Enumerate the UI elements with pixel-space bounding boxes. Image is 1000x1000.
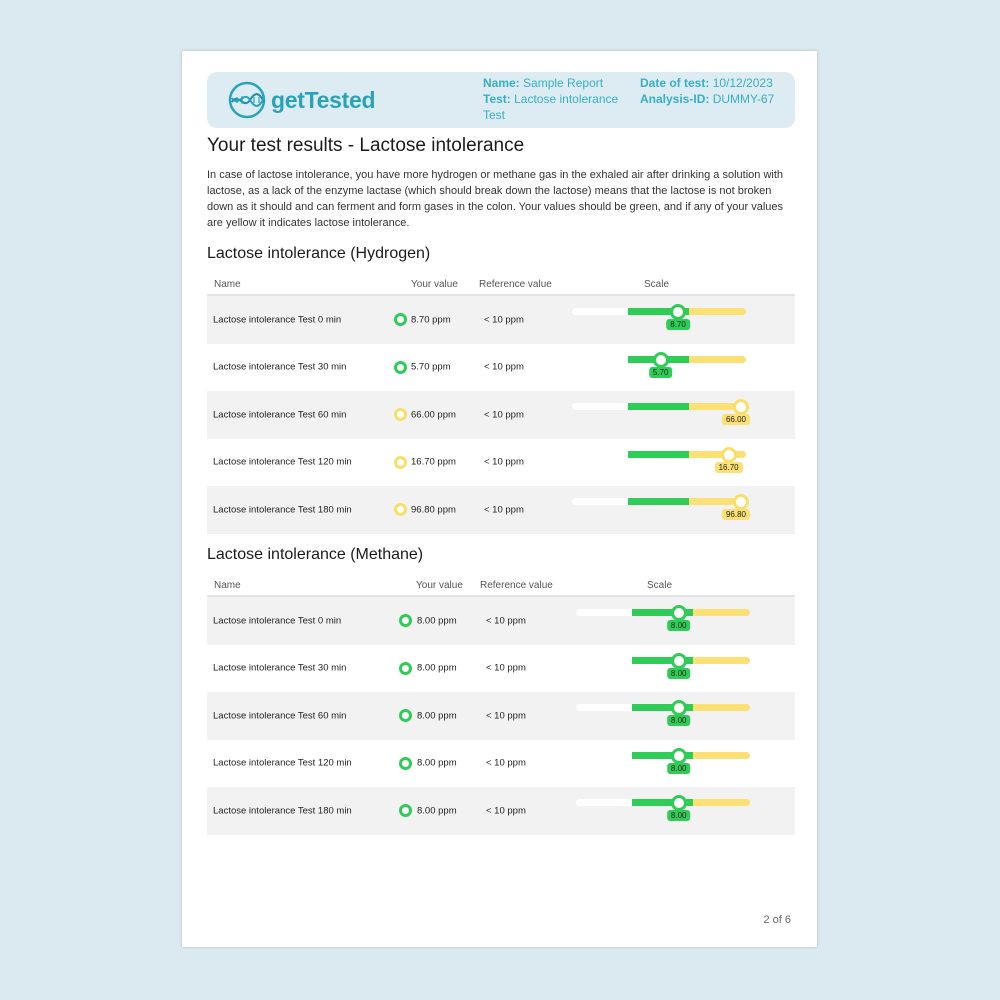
reference-value: < 10 ppm <box>484 409 524 421</box>
analysis-label: Analysis-ID: <box>640 92 710 106</box>
scale-value-tag: 8.00 <box>667 620 691 631</box>
scale-high-segment <box>689 451 746 458</box>
reference-value: < 10 ppm <box>484 504 524 516</box>
result-scale <box>572 346 746 390</box>
status-dot-icon <box>399 614 412 627</box>
scale-low-segment <box>576 799 632 806</box>
col-reference: Reference value <box>479 279 552 290</box>
test-name: Lactose intolerance Test 60 min <box>213 409 347 421</box>
analysis-value: DUMMY-67 <box>712 92 775 106</box>
name-value: Sample Report <box>523 76 604 90</box>
test-name: Lactose intolerance Test 120 min <box>213 456 352 468</box>
your-value: 16.70 ppm <box>411 456 456 468</box>
result-scale <box>572 298 746 342</box>
your-value: 96.80 ppm <box>411 504 456 516</box>
scale-high-segment <box>689 356 746 363</box>
test-name: Lactose intolerance Test 0 min <box>213 615 342 627</box>
col-scale: Scale <box>644 279 670 290</box>
table-row <box>207 486 795 534</box>
your-value: 8.00 ppm <box>417 615 457 627</box>
reference-value: < 10 ppm <box>484 456 524 468</box>
scale-value-tag: 8.00 <box>667 763 691 774</box>
your-value: 8.00 ppm <box>417 757 457 769</box>
scale-low-segment <box>576 704 632 711</box>
test-name: Lactose intolerance Test 60 min <box>213 710 347 722</box>
result-scale <box>576 789 750 833</box>
status-dot-icon <box>399 804 412 817</box>
scale-low-segment <box>572 498 628 505</box>
col-name: Name <box>214 580 241 591</box>
scale-high-segment <box>693 799 750 806</box>
gettested-logo <box>227 78 375 122</box>
your-value: 8.70 ppm <box>411 314 451 326</box>
test-info <box>640 75 790 107</box>
result-scale <box>576 742 750 786</box>
test-name: Lactose intolerance Test 180 min <box>213 504 352 516</box>
your-value: 66.00 ppm <box>411 409 456 421</box>
reference-value: < 10 ppm <box>486 757 526 769</box>
scale-marker-icon <box>671 748 687 764</box>
status-dot-icon <box>399 662 412 675</box>
reference-value: < 10 ppm <box>486 615 526 627</box>
page-title: Your test results - Lactose intolerance <box>207 135 525 156</box>
scale-normal-segment <box>628 498 689 505</box>
table-row <box>207 787 795 835</box>
page-number: 2 of 6 <box>763 914 791 926</box>
table-row <box>207 740 795 788</box>
table-row <box>207 692 795 740</box>
scale-low-segment <box>572 356 628 363</box>
scale-marker-icon <box>733 399 749 415</box>
reference-value: < 10 ppm <box>486 805 526 817</box>
section-title-hydrogen: Lactose intolerance (Hydrogen) <box>207 245 431 262</box>
reference-value: < 10 ppm <box>484 314 524 326</box>
results-table-methane <box>207 576 795 835</box>
your-value: 8.00 ppm <box>417 710 457 722</box>
table-row <box>207 645 795 693</box>
scale-marker-icon <box>671 795 687 811</box>
section-title-methane: Lactose intolerance (Methane) <box>207 546 424 563</box>
scale-high-segment <box>693 609 750 616</box>
result-scale <box>576 694 750 738</box>
report-page <box>182 51 817 947</box>
scale-marker-icon <box>721 447 737 463</box>
scale-high-segment <box>693 704 750 711</box>
your-value: 8.00 ppm <box>417 662 457 674</box>
scale-value-tag: 8.00 <box>667 715 691 726</box>
scale-low-segment <box>572 308 628 315</box>
scale-low-segment <box>576 657 632 664</box>
name-label: Name: <box>483 76 520 90</box>
your-value: 8.00 ppm <box>417 805 457 817</box>
scale-normal-segment <box>628 451 689 458</box>
col-value: Your value <box>416 580 463 591</box>
table-row <box>207 344 795 392</box>
table-header <box>207 275 795 296</box>
col-scale: Scale <box>647 580 673 591</box>
intro-paragraph: In case of lactose intolerance, you have more hydrogen or methane gas in the exhaled air after drinking a solution with lactose, as a lack of the enzyme lactase (which should break down the lactose) means that the lactose is not broken down as it should and can ferment and form gases in the colon. Your values should be green, and if any of your values are yellow it indicates lactose intolerance. <box>207 169 784 229</box>
test-name: Lactose intolerance Test 30 min <box>213 662 347 674</box>
table-row <box>207 391 795 439</box>
patient-info <box>483 75 633 123</box>
scale-marker-icon <box>670 304 686 320</box>
table-header <box>207 576 795 597</box>
your-value: 5.70 ppm <box>411 361 451 373</box>
status-dot-icon <box>399 709 412 722</box>
table-row <box>207 597 795 645</box>
result-scale <box>576 647 750 691</box>
date-value: 10/12/2023 <box>712 76 773 90</box>
test-value: Lactose intolerance Test <box>483 92 619 122</box>
test-name: Lactose intolerance Test 30 min <box>213 361 347 373</box>
scale-high-segment <box>693 657 750 664</box>
table-row <box>207 439 795 487</box>
scale-marker-icon <box>671 700 687 716</box>
result-scale <box>576 599 750 643</box>
scale-value-tag: 8.00 <box>667 668 691 679</box>
scale-low-segment <box>572 403 628 410</box>
test-name: Lactose intolerance Test 120 min <box>213 757 352 769</box>
status-dot-icon <box>399 757 412 770</box>
result-scale <box>572 488 746 532</box>
scale-value-tag: 66.00 <box>722 414 750 425</box>
scale-high-segment <box>693 752 750 759</box>
test-name: Lactose intolerance Test 0 min <box>213 314 342 326</box>
scale-value-tag: 8.00 <box>667 810 691 821</box>
scale-value-tag: 5.70 <box>649 367 673 378</box>
reference-value: < 10 ppm <box>484 361 524 373</box>
scale-low-segment <box>576 752 632 759</box>
test-label: Test: <box>483 92 511 106</box>
scale-marker-icon <box>733 494 749 510</box>
col-value: Your value <box>411 279 458 290</box>
status-dot-icon <box>394 408 407 421</box>
scale-low-segment <box>576 609 632 616</box>
test-name: Lactose intolerance Test 180 min <box>213 805 352 817</box>
status-dot-icon <box>394 361 407 374</box>
table-row <box>207 296 795 344</box>
status-dot-icon <box>394 313 407 326</box>
reference-value: < 10 ppm <box>486 662 526 674</box>
report-header <box>207 72 795 128</box>
scale-value-tag: 96.80 <box>722 509 750 520</box>
logo-text: getTested <box>271 86 376 113</box>
scale-marker-icon <box>653 352 669 368</box>
status-dot-icon <box>394 503 407 516</box>
scale-normal-segment <box>628 403 689 410</box>
col-reference: Reference value <box>480 580 553 591</box>
status-dot-icon <box>394 456 407 469</box>
date-label: Date of test: <box>640 76 710 90</box>
reference-value: < 10 ppm <box>486 710 526 722</box>
col-name: Name <box>214 279 241 290</box>
scale-value-tag: 8.70 <box>666 319 690 330</box>
scale-low-segment <box>572 451 628 458</box>
result-scale <box>572 393 746 437</box>
results-table-hydrogen <box>207 275 795 534</box>
scale-marker-icon <box>671 653 687 669</box>
dna-logo-icon <box>227 80 267 120</box>
scale-high-segment <box>689 308 746 315</box>
result-scale <box>572 441 746 485</box>
scale-marker-icon <box>671 605 687 621</box>
scale-value-tag: 16.70 <box>715 462 743 473</box>
